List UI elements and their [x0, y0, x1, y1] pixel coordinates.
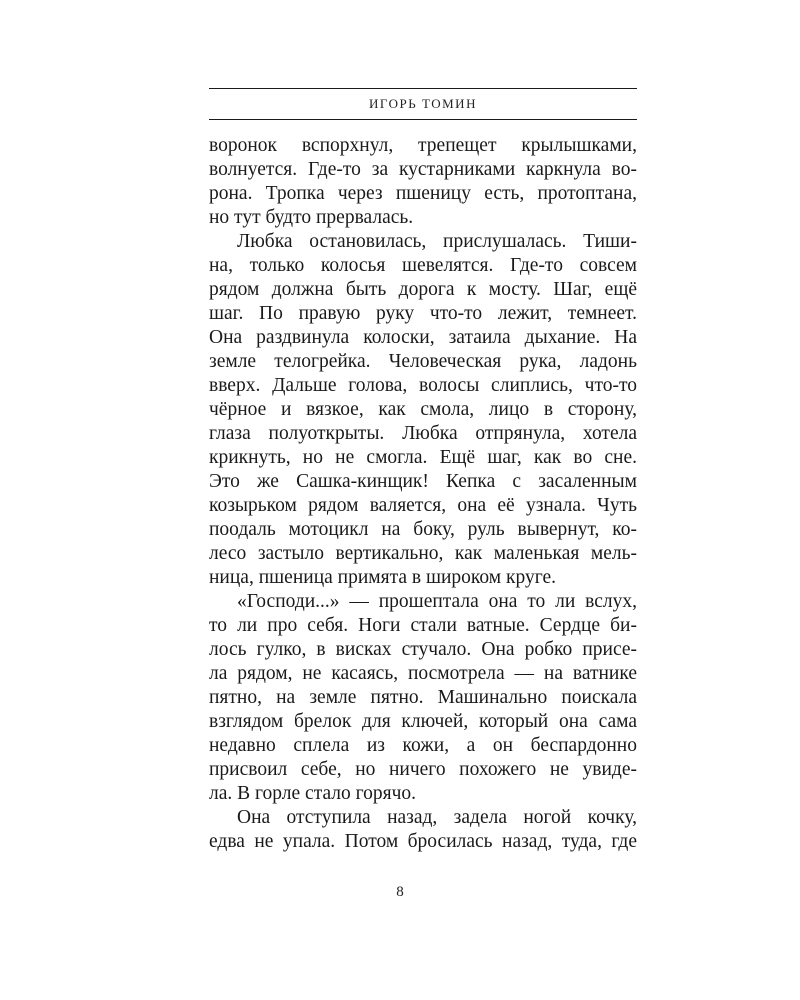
text-line: взглядом брелок для ключей, который она сама	[209, 711, 637, 732]
text-line: Любка остановилась, прислушалась. Тиши-	[237, 231, 637, 252]
text-line: воронок вспорхнул, трепещет крылышками,	[209, 135, 637, 156]
text-line: глаза полуоткрыты. Любка отпрянула, хотела	[209, 423, 637, 444]
text-line: шаг. По правую руку что-то лежит, темнеет.	[209, 303, 637, 324]
text-line: Это же Сашка-кинщик! Кепка с засаленным	[209, 471, 637, 492]
text-line: ла. В горле стало горячо.	[209, 783, 417, 804]
text-line: присвоил себе, но ничего похожего не увиде-	[209, 759, 637, 780]
text-line: рона. Тропка через пшеницу есть, протоптана,	[209, 183, 637, 204]
text-line: поодаль мотоцикл на боку, руль вывернут, ко-	[209, 519, 637, 540]
running-header	[209, 88, 637, 120]
text-line: то ли про себя. Ноги стали ватные. Сердце би-	[209, 615, 637, 636]
text-line: земле телогрейка. Человеческая рука, ладонь	[209, 351, 637, 372]
text-line: чёрное и вязкое, как смола, лицо в сторону,	[209, 399, 637, 420]
text-line: Она раздвинула колоски, затаила дыхание. На	[209, 327, 637, 348]
text-line: козырьком рядом валяется, она её узнала. Чуть	[209, 495, 637, 516]
text-line: едва не упала. Потом бросилась назад, туда, где	[209, 831, 637, 852]
text-line: но тут будто прервалась.	[209, 207, 414, 228]
header-author-name: ИГОРЬ ТОМИН	[369, 96, 477, 111]
text-line: Она отступила назад, задела ногой кочку,	[237, 807, 637, 828]
text-line: крикнуть, но не смогла. Ещё шаг, как во сне.	[209, 447, 637, 468]
text-line: рядом должна быть дорога к мосту. Шаг, ещё	[209, 279, 637, 300]
text-line: ла рядом, не касаясь, посмотрела — на ватнике	[209, 663, 637, 684]
text-line: «Господи...» — прошептала она то ли вслух,	[237, 591, 637, 612]
text-line: волнуется. Где-то за кустарниками каркнула во-	[209, 159, 637, 180]
text-line: лось гулко, в висках стучало. Она робко присе-	[209, 639, 637, 660]
text-line: пятно, на земле пятно. Машинально поискала	[209, 687, 637, 708]
text-line: на, только колосья шевелятся. Где-то совсем	[209, 255, 637, 276]
page-number: 8	[396, 884, 404, 900]
body-text	[209, 134, 637, 854]
text-line: недавно сплела из кожи, а он беспардонно	[209, 735, 637, 756]
text-line: вверх. Дальше голова, волосы слиплись, что-то	[209, 375, 637, 396]
text-line: лесо застыло вертикально, как маленькая мель-	[209, 543, 637, 564]
text-line: ница, пшеница примята в широком круге.	[209, 567, 556, 588]
